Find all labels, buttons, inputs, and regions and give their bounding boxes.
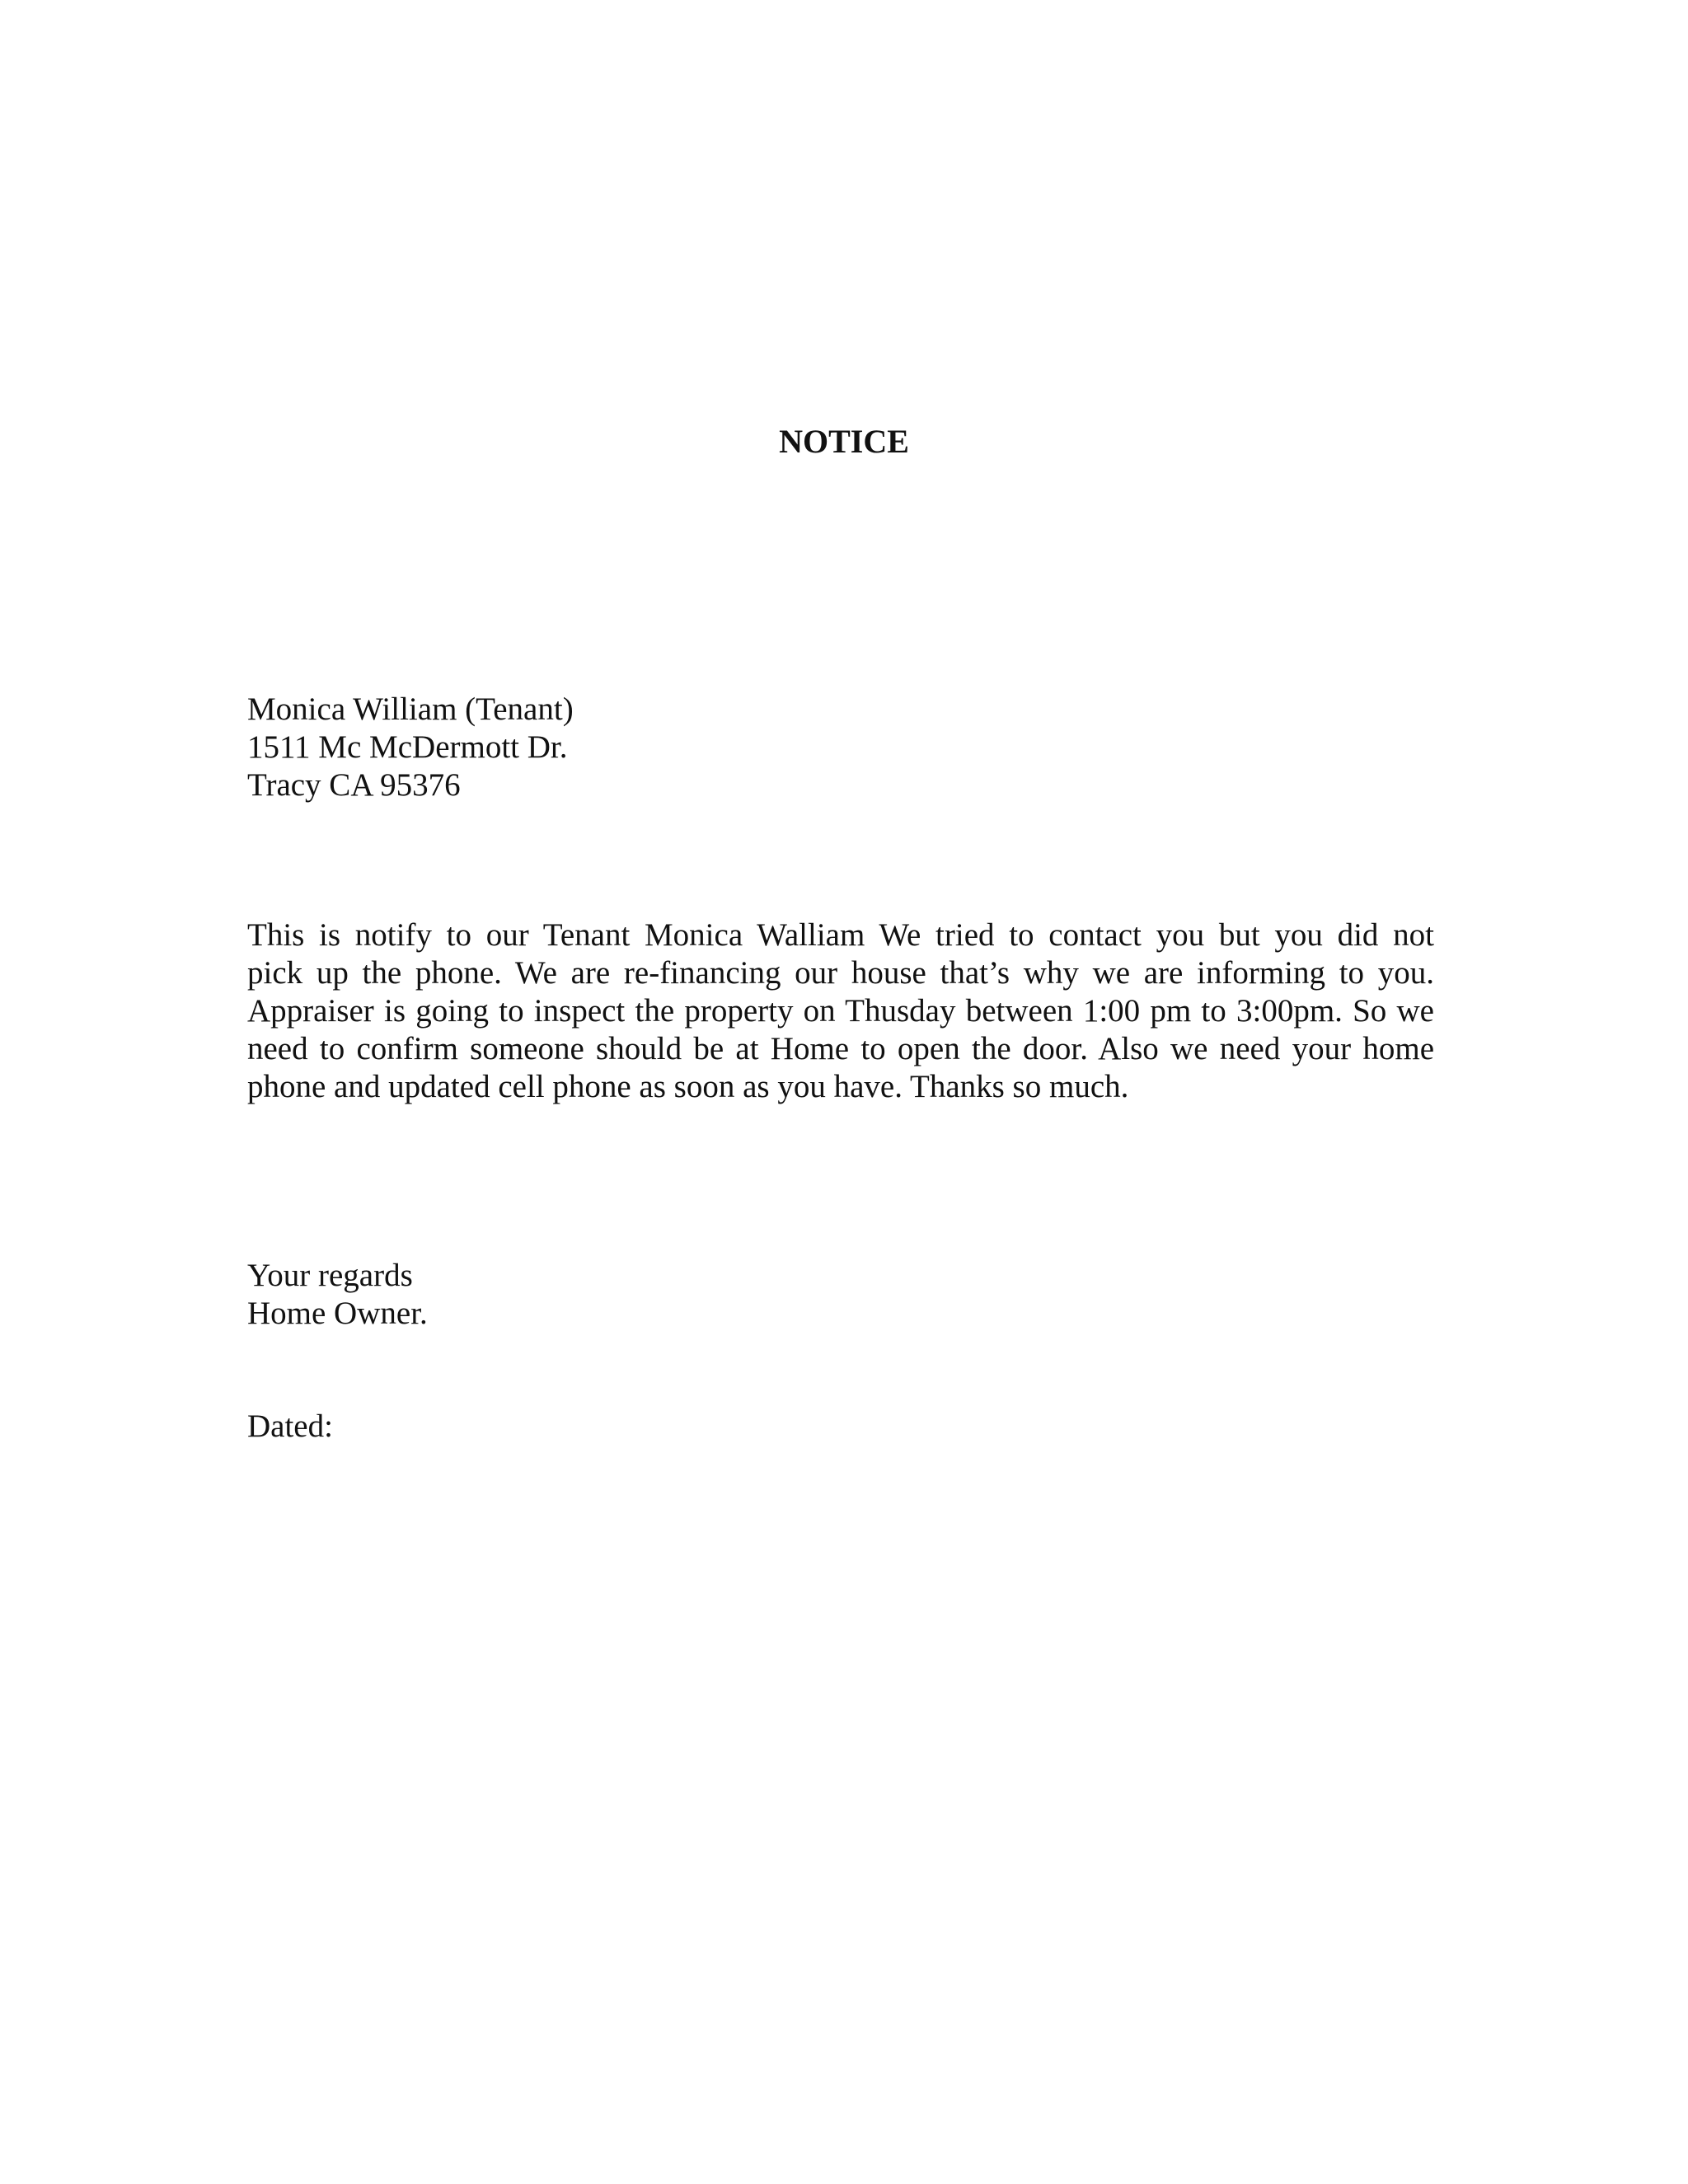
closing-regards: Your regards — [247, 1258, 413, 1293]
dated-field — [247, 1408, 1434, 1446]
body-line: Appraiser is going to inspect the property on Thusday between 1:00 pm to 3:00pm. So we — [247, 993, 1434, 1029]
closing-block — [247, 1257, 1434, 1333]
dated-label: Dated: — [247, 1408, 333, 1444]
body-line: phone and updated cell phone as soon as you have. Thanks so much. — [247, 1069, 1129, 1104]
body-line: pick up the phone. We are re-financing our house that’s why we are informing to you. — [247, 955, 1434, 991]
recipient-street: 1511 Mc McDermott Dr. — [247, 729, 568, 765]
closing-signer: Home Owner. — [247, 1296, 428, 1331]
notice-title: NOTICE — [779, 423, 909, 460]
notice-body — [247, 916, 1434, 1106]
body-line: This is notify to our Tenant Monica Walliam We tried to contact you but you did not — [247, 917, 1434, 953]
body-line: need to confirm someone should be at Home to open the door. Also we need your home — [247, 1031, 1434, 1066]
recipient-address — [247, 691, 1434, 804]
recipient-name: Monica William (Tenant) — [247, 691, 574, 727]
recipient-city: Tracy CA 95376 — [247, 767, 461, 803]
